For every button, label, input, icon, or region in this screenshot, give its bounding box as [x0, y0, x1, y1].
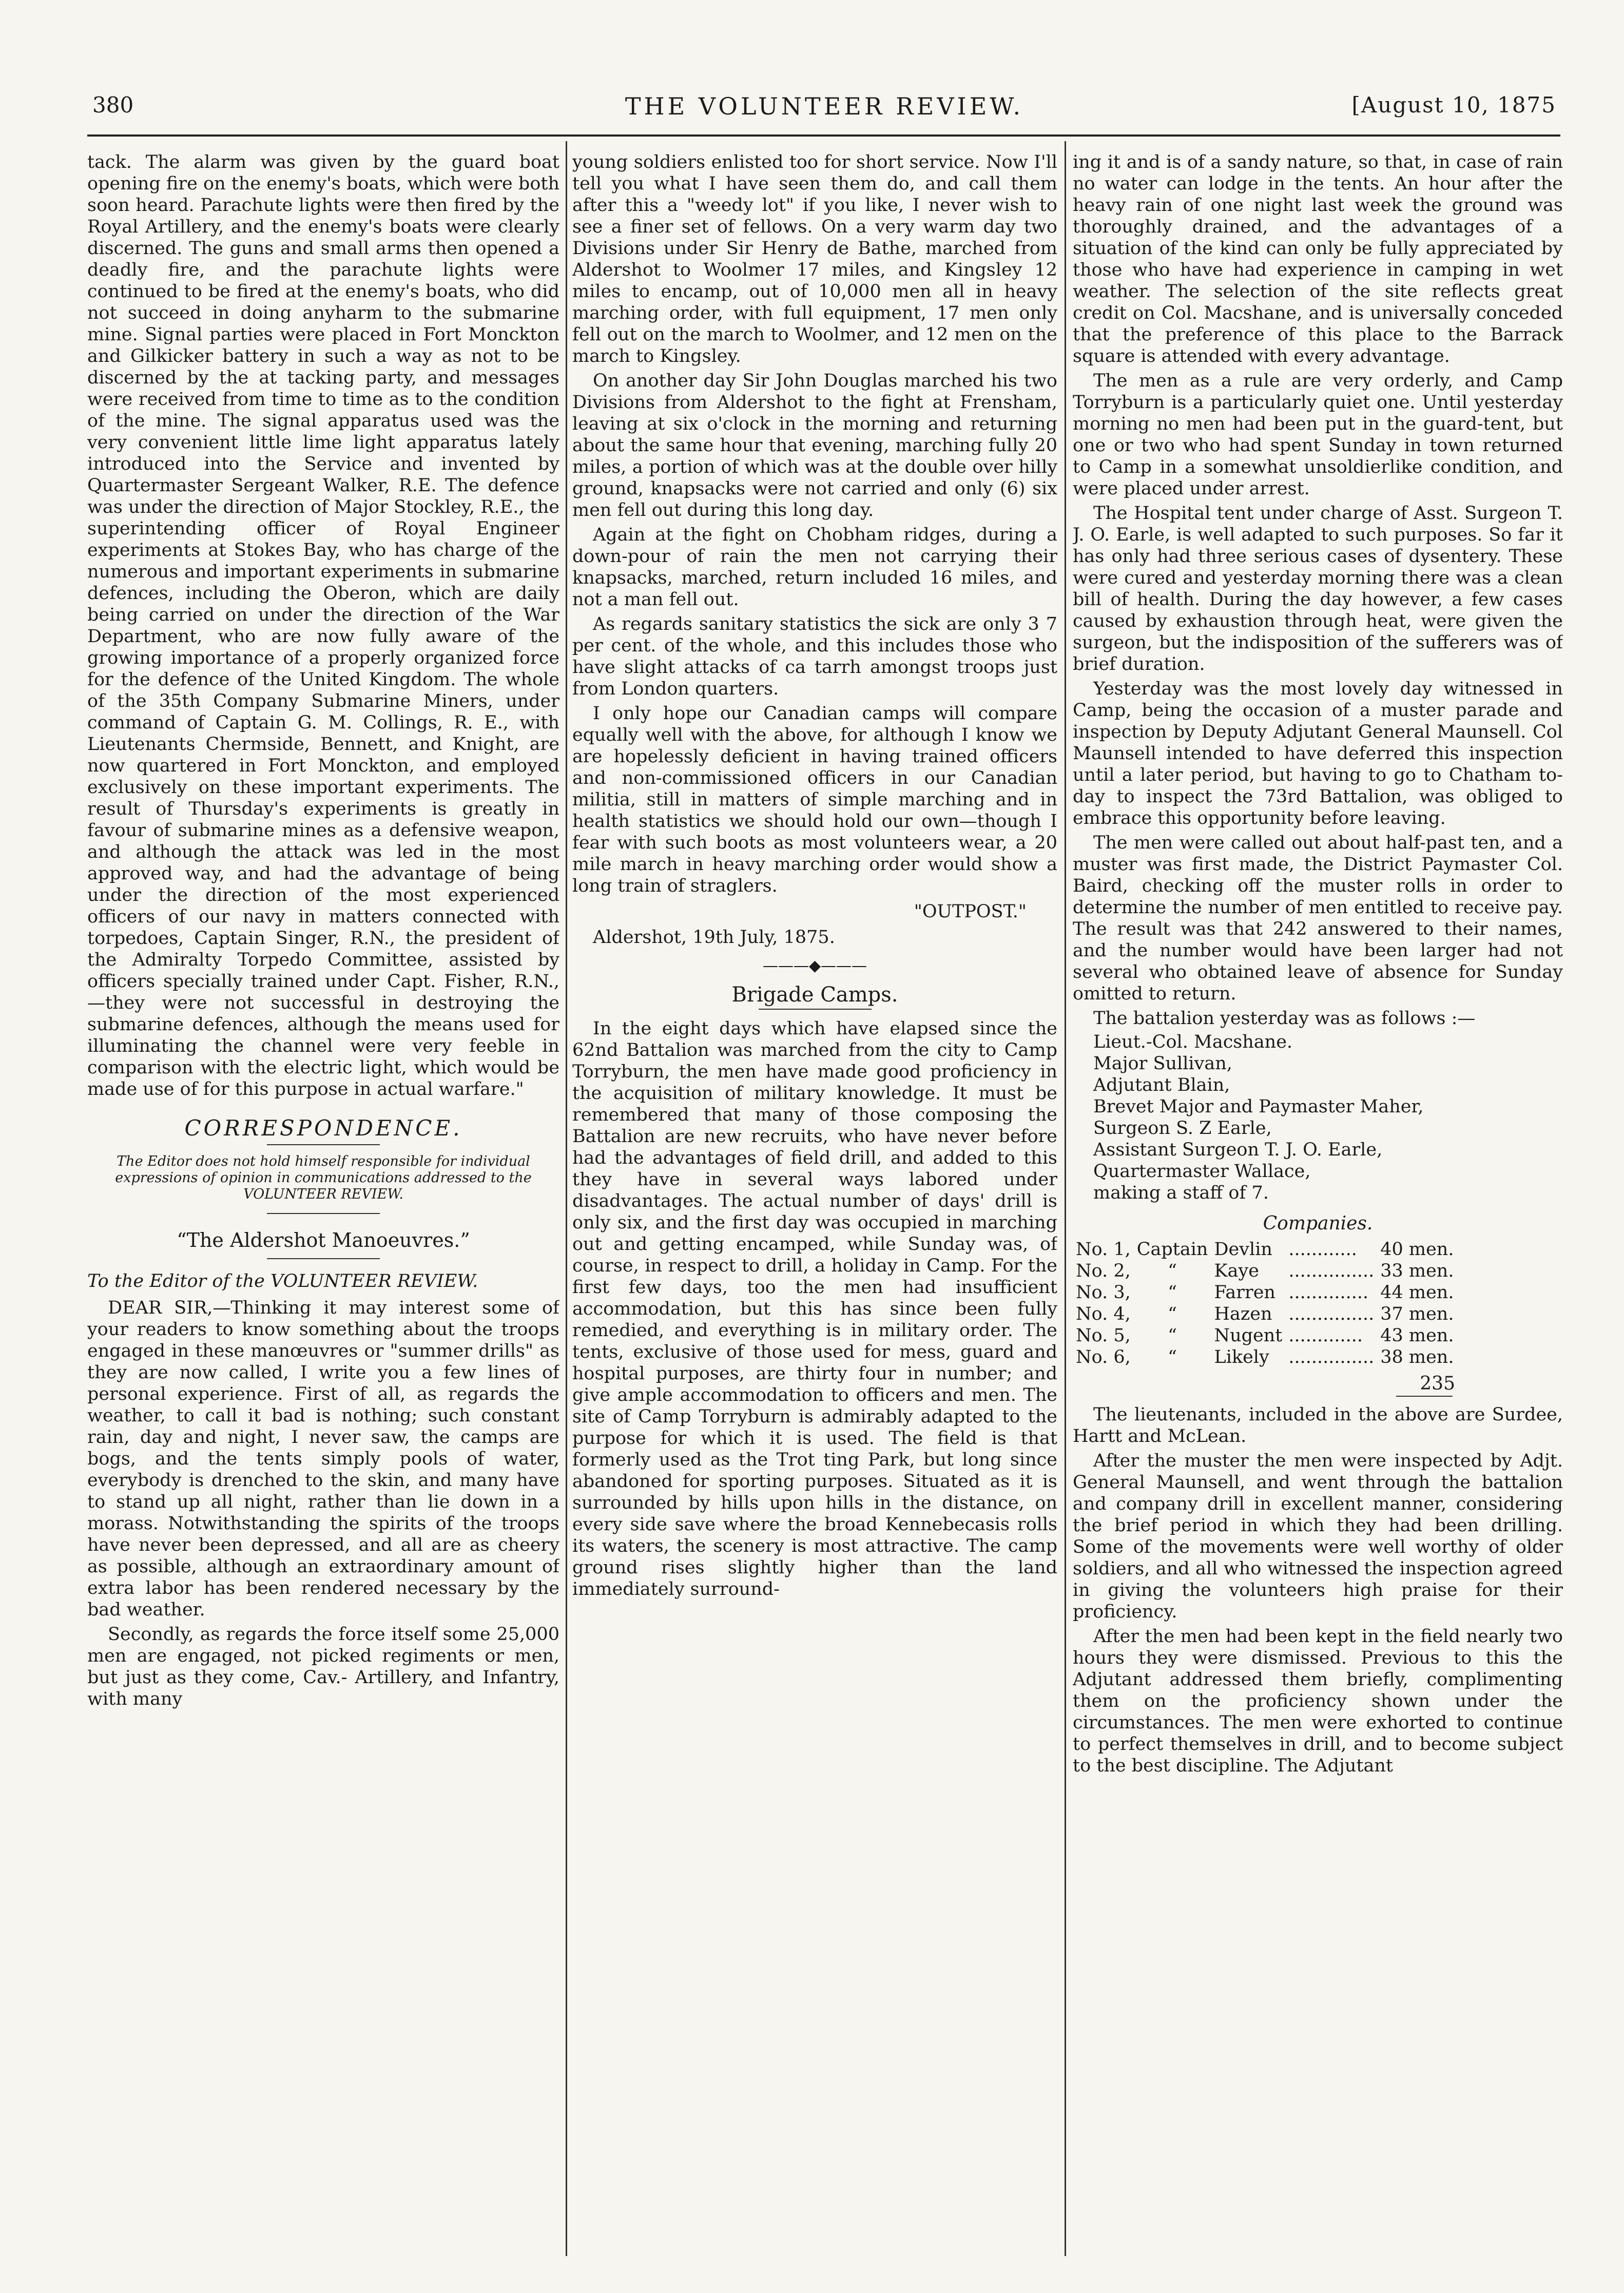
letter-title: “The Aldershot Manoeuvres.” — [177, 1229, 470, 1251]
company-number: No. 3, — [1076, 1282, 1131, 1303]
editor-disclaimer: The Editor does not hold himself responsible for individual expressions of opinion in communications addressed to the VOLUNTEER REVIEW. — [115, 1153, 532, 1202]
header-rule — [87, 134, 1560, 137]
column-2 — [572, 151, 1057, 2246]
column-divider — [1065, 141, 1066, 2256]
letter-paragraph: On another day Sir John Douglas marched his two Divisions from Aldershot to the fight at Frensham, leaving at six o'clock in the morning and returning about the same hour that evening, marching fully 20 miles, a portion of which was at the double over hilly ground, knapsacks were not carried and only (6) six men fell out during this long day. — [572, 371, 1057, 521]
letter-paragraph: As regards sanitary statistics the sick are only 3 7 per cent. of the whole, and this includes those who have slight attacks of ca tarrh amongst troops just from London quarters. — [572, 614, 1057, 699]
issue-date: [August 10, 1875 — [1351, 92, 1556, 118]
company-rank: “ — [1168, 1325, 1177, 1346]
dot-leader: ............... — [1288, 1304, 1375, 1324]
article-paragraph: Yesterday was the most lovely day witnessed in Camp, being the occasion of a muster parade and inspection by Deputy Adjutant General Maunsell. Col Maunsell intended to have deferred this inspection until a later period, but having to go to Chatham to-day to inspect the 73rd Battalion, was obliged to embrace this opportunity before leaving. — [1073, 679, 1563, 828]
company-number: No. 5, — [1076, 1325, 1131, 1346]
article-paragraph: The men were called out about half-past ten, and a muster was first made, the District Paymaster Col. Baird, checking off the muster rolls in order to determine the number of men entitled to receive pay. The result was that 242 answered to their names, and the number would have been larger had not several who obtained leave of absence for Sunday omitted to return. — [1073, 833, 1563, 1004]
letter-paragraph: young soldiers enlisted too for short service. Now I'll tell you what I have seen them do, and call them after this a "weedy lot" if you like, I never wish to see a finer set of fellows. On a very warm day two Divisions under Sir Henry de Bathe, marched from Aldershot to Woolmer 17 miles, and Kingsley 12 miles to encamp, out of 10,000 men all in heavy marching order, with full equipment, 17 men only fell out on the march to Woolmer, and 12 men on the march to Kingsley. — [572, 152, 1057, 367]
letter-paragraph: Secondly, as regards the force itself some 25,000 men are engaged, not picked regiments or men, but just as they come, Cav.- Artillery, and Infantry, with many — [87, 1624, 559, 1709]
company-captain: Hazen — [1214, 1304, 1272, 1324]
letter-signature: "OUTPOST." — [914, 901, 1027, 922]
staff-list — [1073, 1031, 1563, 1204]
ornament-divider: ———◆——— — [762, 957, 867, 975]
letter-place-date: Aldershot, 19th July, 1875. — [593, 927, 835, 948]
staff-item: Assistant Surgeon T. J. O. Earle, — [1093, 1140, 1383, 1160]
company-captain: Farren — [1214, 1282, 1275, 1303]
article-paragraph: The lieutenants, included in the above are Surdee, Hartt and McLean. — [1073, 1404, 1563, 1447]
company-captain: Nugent — [1214, 1325, 1283, 1346]
column-3 — [1073, 151, 1563, 2246]
staff-item: Quartermaster Wallace, — [1093, 1161, 1311, 1182]
divider — [267, 1213, 380, 1214]
article-paragraph: In the eight days which have elapsed since the 62nd Battalion was marched from the city to Camp Torryburn, the men have made good proficiency in the acquisition of military knowledge. It must be remembered that many of those composing the Battalion are new recruits, who have never before had the advantages of field drill, and added to this they have in several ways labored under disadvantages. The actual number of days' drill is only six, and the first day was occupied in marching out and getting encamped, while Sunday was, of course, in respect to drill, a holiday in Camp. For the first few days, too the men had insufficient accommodation, but this has since been fully remedied, and everything is in military order. The tents, exclusive of those used for mess, guard and hospital purposes, are thirty four in number; and give ample accommodation to officers and men. The site of Camp Torryburn is admirably adapted to the purpose for which it is used. The field is that formerly used as the Trot ting Park, but long since abandoned for sporting purposes. Situated as it is surrounded by hills upon hills in the distance, on every side save where the broad Kennebecasis rolls its waters, the scenery is most attractive. The camp ground rises slightly higher than the land immediately surround- — [572, 1018, 1057, 1600]
table-row — [1073, 1239, 1457, 1260]
letter-address: To the Editor of the VOLUNTEER REVIEW. — [87, 1271, 478, 1292]
company-count: 38 men. — [1380, 1347, 1454, 1367]
company-number: No. 6, — [1076, 1347, 1131, 1367]
page-number: 380 — [92, 92, 134, 118]
company-rank: “ — [1168, 1304, 1177, 1324]
article-paragraph: After the men had been kept in the field nearly two hours they were dismissed. Previous to this the Adjutant addressed them briefly, complimenting them on the proficiency shown under the circumstances. The men were exhorted to continue to perfect themselves in drill, and to become subject to the best discipline. The Adjutant — [1073, 1626, 1563, 1776]
article-heading: Brigade Camps. — [731, 983, 898, 1007]
company-captain: Likely — [1214, 1347, 1269, 1367]
companies-heading: Companies. — [1263, 1213, 1373, 1234]
company-number: No. 2, — [1076, 1261, 1131, 1281]
staff-item: Major Sullivan, — [1093, 1053, 1232, 1074]
table-row — [1073, 1325, 1457, 1346]
companies-total: 235 — [1420, 1373, 1455, 1394]
column-1 — [87, 151, 559, 2246]
dot-leader: ............. — [1288, 1325, 1363, 1346]
page-header — [92, 92, 1556, 128]
company-count: 44 men. — [1380, 1282, 1454, 1303]
table-row — [1073, 1303, 1457, 1325]
article-paragraph: tack. The alarm was given by the guard boat opening fire on the enemy's boats, which were both soon heard. Parachute lights were then fired by the Royal Artillery, and the enemy's boats were clearly discerned. The guns and small arms then opened a deadly fire, and the parachute lights were continued to be fired at the enemy's boats, who did not succeed in doing anyharm to the submarine mine. Signal parties were placed in Fort Monckton and Gilkicker battery in such a way as not to be discerned by the at tacking party, and messages were received from time to time as to the condition of the mine. The signal apparatus used was the very convenient little lime light apparatus lately introduced into the Service and invented by Quartermaster Sergeant Walker, R.E. The defence was under the direction of Major Stockley, R.E., the superintending officer of Royal Engineer experiments at Stokes Bay, who has charge of the numerous and important experiments in submarine defences, including the Oberon, which are daily being carried on under the direction of the War Department, who are now fully aware of the growing importance of a properly organized force for the defence of the United Kingdom. The whole of the 35th Company Submarine Miners, under command of Captain G. M. Collings, R. E., with Lieutenants Chermside, Bennett, and Knight, are now quartered in Fort Monckton, and employed exclusively on these important experiments. The result of Thursday's experiments is greatly in favour of submarine mines as a defensive weapon, and although the attack was led in the most approved way, and had the advantage of being under the direction of the most experienced officers of our navy in matters connected with torpedoes, Captain Singer, R.N., the president of the Admiralty Torpedo Committee, assisted by officers specially trained under Capt. Fisher, R.N.,—they were not successful in destroying the submarine defences, although the means used for illuminating the channel were very feeble in comparison with the electric light, which would be made use of for this purpose in actual warfare." — [87, 152, 559, 1100]
company-number: No. 1, — [1076, 1239, 1131, 1260]
column-divider — [566, 141, 567, 2256]
staff-item: making a staff of 7. — [1093, 1183, 1269, 1203]
section-heading: CORRESPONDENCE. — [184, 1115, 462, 1141]
letter-paragraph: I only hope our Canadian camps will compare equally well with the above, for although I know we are hopelessly deficient in having trained officers and non-commissioned officers in our Canadian militia, still in matters of simple marching and in health statistics we should hold our own—though I fear with such boots as most volunteers wear, a 20 mile march in heavy marching order would show a long train of straglers. — [572, 703, 1057, 896]
table-row — [1073, 1346, 1457, 1368]
dot-leader: ............ — [1288, 1239, 1357, 1260]
company-count: 43 men. — [1380, 1325, 1454, 1346]
company-rank: “ — [1168, 1347, 1177, 1367]
company-count: 33 men. — [1380, 1261, 1454, 1281]
companies-table — [1073, 1239, 1457, 1368]
table-row — [1073, 1282, 1457, 1303]
letter-paragraph: DEAR SIR,—Thinking it may interest some of your readers to know something about the troops engaged in these manœuvres or "summer drills" as they are now called, I write you a few lines of personal experience. First of all, as regards the weather, to call it bad is nothing; such constant rain, day and night, I never saw, the camps are bogs, and the tents simply pools of water, everybody is drenched to the skin, and many have to stand up all night, rather than lie down in a morass. Notwithstanding the spirits of the troops have never been depressed, and all are as cheery as possible, although an extraordinary amount of extra labor has been rendered necessary by the bad weather. — [87, 1298, 559, 1620]
company-count: 37 men. — [1380, 1304, 1454, 1324]
staff-intro: The battalion yesterday was as follows :— — [1093, 1008, 1476, 1029]
company-rank: “ — [1168, 1282, 1177, 1303]
dot-leader: .............. — [1288, 1282, 1369, 1303]
letter-paragraph: Again at the fight on Chobham ridges, during a down-pour of rain the men not carrying their knapsacks, marched, return included 16 miles, and not a man fell out. — [572, 525, 1057, 610]
article-paragraph: The men as a rule are very orderly, and Camp Torryburn is a particularly quiet one. Until yesterday morning no men had been put in the guard-tent, but one or two who had spent Sunday in town returned to Camp in a somewhat unsoldierlike condition, and were placed under arrest. — [1073, 371, 1563, 499]
staff-item: Adjutant Blain, — [1093, 1075, 1230, 1095]
staff-item: Brevet Major and Paymaster Maher, — [1093, 1096, 1424, 1117]
newspaper-title: THE VOLUNTEER REVIEW. — [625, 92, 1024, 120]
dot-leader: ............... — [1288, 1261, 1375, 1281]
company-captain: Devlin — [1214, 1239, 1272, 1260]
divider — [267, 1258, 380, 1259]
divider — [267, 1144, 380, 1145]
company-rank: “ — [1168, 1261, 1177, 1281]
article-paragraph: ing it and is of a sandy nature, so that, in case of rain no water can lodge in the tents. An hour after the heavy rain of one night last week the ground was thoroughly drained, and the advantages of a situation of the kind can only be fully appreciated by those who have had experience in camping in wet weather. The selection of the site reflects great credit on Col. Macshane, and is universally conceded that the preference of this place to the Barrack square is attended with every advantage. — [1073, 152, 1563, 367]
table-row — [1073, 1260, 1457, 1282]
company-captain: Kaye — [1214, 1261, 1259, 1281]
company-number: No. 4, — [1076, 1304, 1131, 1324]
article-paragraph: After the muster the men were inspected by Adjt. General Maunsell, and went through the battalion and company drill in excellent manner, considering the brief period in which they had been drilling. Some of the movements were well worthy of older soldiers, and all who witnessed the inspection agreed in giving the volunteers high praise for their proficiency. — [1073, 1451, 1563, 1622]
total-rule — [1396, 1396, 1453, 1397]
dot-leader: ............... — [1288, 1347, 1375, 1367]
company-count: 40 men. — [1380, 1239, 1454, 1260]
staff-item: Lieut.-Col. Macshane. — [1093, 1032, 1293, 1052]
company-rank: Captain — [1136, 1239, 1208, 1260]
staff-item: Surgeon S. Z Earle, — [1093, 1118, 1272, 1139]
divider — [759, 1009, 872, 1010]
article-paragraph: The Hospital tent under charge of Asst. Surgeon T. J. O. Earle, is well adapted to such purposes. So far it has only had three serious cases of dysentery. These were cured and yesterday morning there was a clean bill of health. During the day however, a few cases caused by exhaustion through heat, were given the surgeon, but the indisposition of the sufferers was of brief duration. — [1073, 503, 1563, 675]
